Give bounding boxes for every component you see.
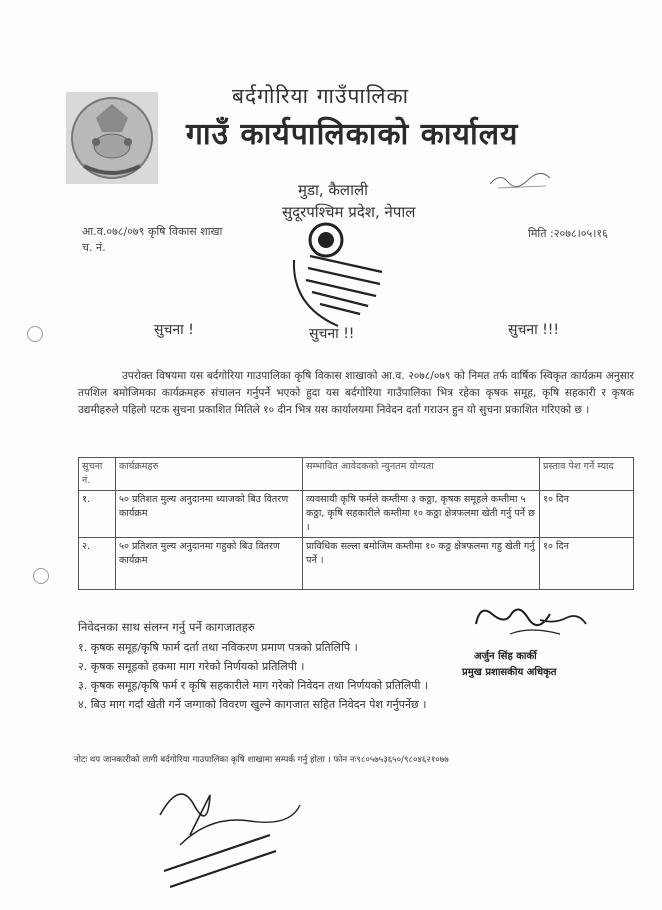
officer-signature bbox=[150, 775, 310, 895]
punch-hole bbox=[33, 568, 49, 584]
notice-title-1: सुचना ! bbox=[154, 322, 194, 338]
row-eligibility: प्राविधिक सल्ला बमोजिम कम्तीमा १० कठ्ठ क्षेत्रफलमा गहु खेती गर्नु पर्ने । bbox=[303, 538, 540, 590]
signatory-title: प्रमुख प्रशासकीय अधिकृत bbox=[462, 667, 557, 678]
document-date: मिति :२०७८।०५।१६ bbox=[528, 227, 608, 240]
program-table bbox=[78, 457, 634, 590]
header-programs: कार्यक्रमहरु bbox=[116, 458, 303, 491]
address-line-2: सुदूरपश्चिम प्रदेश, नेपाल bbox=[282, 203, 416, 221]
office-name: गाउँ कार्यपालिकाको कार्यालय bbox=[186, 117, 519, 152]
row-program: ५० प्रतिशत मुल्य अनुदानमा ध्याजको बिउ वितरण कार्यक्रम bbox=[116, 491, 303, 538]
footer-note: नोटः थप जानकारीको लागी बर्दगोरिया गाउपालिका कृषि शाखामा सम्पर्क गर्नु होला । फोन नः९८०५७५३६५०/९८०४६२१०७७ bbox=[74, 755, 449, 765]
initial-scribble bbox=[488, 168, 558, 192]
header-notice-no: सुचना नं. bbox=[79, 458, 116, 491]
municipality-name: बर्दगोरिया गाउँपालिका bbox=[232, 84, 410, 108]
documents-heading: निवेदनका साथ संलग्न गर्नु पर्ने कागजातहरु bbox=[78, 620, 255, 634]
row-program: ५० प्रतिशत मुल्य अनुदानमा गहुको बिउ वितरण कार्यक्रम bbox=[116, 538, 303, 590]
dispatch-number: च. नं. bbox=[82, 241, 106, 254]
punch-hole bbox=[27, 326, 43, 342]
row-eligibility: व्यवसायी कृषि फर्मले कम्तीमा ३ कठ्ठा, कृषक समूहले कम्तीमा ५ कठ्ठा, कृषि सहकारीले कम्तीमा १० कठ्ठा क्षेत्रफलमा खेती गर्नु पर्ने छ । bbox=[303, 491, 540, 538]
signatory-name: अर्जुन सिंह कार्की bbox=[474, 651, 537, 662]
nepal-emblem-logo bbox=[66, 92, 158, 184]
row-deadline: १० दिन bbox=[540, 538, 634, 590]
reference-number: आ.व.०७८/०७९ कृषि विकास शाखा bbox=[82, 225, 223, 238]
cao-signature bbox=[470, 594, 590, 644]
notice-title-2: सुचना !! bbox=[309, 326, 355, 342]
notice-title-3: सुचना !!! bbox=[508, 322, 560, 338]
address-line-1: मुडा, कैलाली bbox=[298, 181, 369, 199]
header-eligibility: सम्भावित आवेदकको न्युनतम योग्यता bbox=[303, 458, 540, 491]
document-item: १. कृषक समूह/कृषि फार्म दर्ता तथा नविकरण प्रमाण पत्रको प्रतिलिपि । bbox=[78, 641, 358, 654]
row-number: २. bbox=[79, 538, 116, 590]
row-number: १. bbox=[79, 491, 116, 538]
table-header-row bbox=[79, 458, 634, 491]
document-item: २. कृषक समूहको हकमा माग गरेको निर्णयको प्रतिलिपी । bbox=[78, 660, 305, 673]
document-item: ३. कृषक समूह/कृषि फर्म र कृषि सहकारीले माग गरेको निवेदन तथा निर्णयको प्रतिलिपी । bbox=[78, 679, 429, 692]
notice-paragraph: उपरोक्त विषयमा यस बर्दगोरिया गाउपालिका कृषि विकास शाखाको आ.व. २०७८/०७९ को निमत तर्फ वार्षिक स्विकृत कार्यक्रम अनुसार तपशिल बमोजिमका कार्यक्रमहरु संचालन गर्नुपर्ने भएको हुदा यस बर्दगोरिया गाउँपालिका भित्र रहेका कृषक समूह, कृषि सहकारी र कृषक उद्यमीहरुले पहिलो पटक सुचना प्रकाशित मितिले १० दीन भित्र यस कार्यालयमा निवेदन दर्ता गराउन हुन यो सुचना प्रकाशित गरिएको छ । bbox=[78, 370, 634, 416]
table-row bbox=[79, 491, 634, 538]
table-row bbox=[79, 538, 634, 590]
row-deadline: १० दिन bbox=[540, 491, 634, 538]
header-deadline: प्रस्ताव पेश गर्ने म्याद bbox=[540, 458, 634, 491]
office-stamp bbox=[290, 216, 386, 328]
document-item: ४. बिउ माग गर्दा खेती गर्ने जग्गाको विवरण खुल्ने कागजात सहित निवेदन पेश गर्नुपर्नेछ । bbox=[78, 698, 427, 711]
